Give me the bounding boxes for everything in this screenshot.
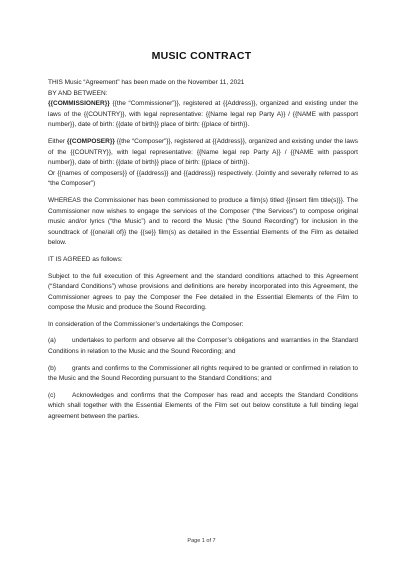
composer-prefix: Either <box>48 137 67 145</box>
item-label: (c) <box>48 391 56 399</box>
page-title: MUSIC CONTRACT <box>151 50 252 62</box>
item-label: (a) <box>48 337 56 345</box>
document-body <box>48 78 358 429</box>
composer-details: {{the “Composer”}}, registered at {{Address}}, organized and existing under the laws of the {{COUNTRY}}, with legal representative: {{Name legal rep Party A}} / {{NAME with passport number}}, date of birth: {{date of birth}} place of birth: {{place of birth}}. <box>48 137 358 167</box>
item-text: Acknowledges and confirms that the Composer has read and accepts the Standard Conditions which shall together with the Essential Elements of the Film set out below constitute a full binding legal agreement between the parties. <box>48 391 358 421</box>
list-item <box>48 336 358 357</box>
commissioner-details: {{the “Commissioner”}}, registered at {{Address}}, organized and existing under the laws of the {{COUNTRY}}, with legal representative: {{Name legal rep Party A}} / {{NAME with passport number}}, date of birth: {{date of birth}} place of birth: {{place of birth}}. <box>48 100 358 129</box>
page-number: Page 1 of 7 <box>187 538 216 544</box>
item-label: (b) <box>48 364 56 372</box>
list-item <box>48 364 358 385</box>
or-composers: Or {{names of composers}} of {{address}} and {{address}} respectively. (Jointly and severally referred to as “the Composer”) <box>48 169 358 188</box>
party-commissioner <box>48 99 358 131</box>
list-item <box>48 391 358 423</box>
agreed-heading: IT IS AGREED as follows: <box>48 255 123 263</box>
intro-line: THIS Music “Agreement” has been made on the November 11, 2021 <box>48 79 245 86</box>
consideration-line: In consideration of the Commissioner’s undertakings the Composer: <box>48 320 244 328</box>
party-composer <box>48 137 358 169</box>
by-and-between: BY AND BETWEEN: <box>48 89 108 97</box>
whereas-clause: WHEREAS the Commissioner has been commissioned to produce a film(s) titled {{insert film title(s)}}. The Commissioner now wishes to engage the services of the Composer (“the Services”) to compose original music and/or lyrics (“the Music”) and to record the Music (“the Sound Recording”) for inclusion in the soundtrack of {{one/all of}} the {{se}} film(s) as detailed in the Essential Elements of the Film as detailed below. <box>48 196 358 247</box>
item-text: undertakes to perform and observe all the Composer’s obligations and warranties in the Standard Conditions in relation to the Music and the Sound Recording; and <box>48 337 358 356</box>
composer-name: {{COMPOSER}} <box>66 137 115 145</box>
commissioner-name: {{COMMISSIONER}} <box>48 100 110 108</box>
item-text: grants and confirms to the Commissioner all rights required to be granted or confirmed in relation to the Music and the Sound Recording pursuant to the Standard Conditions; and <box>48 364 358 383</box>
subject-clause: Subject to the full execution of this Agreement and the standard conditions attached to this Agreement (“Standard Conditions”) whose provisions and definitions are hereby incorporated into this Agreement, the Commissioner agrees to pay the Composer the Fee detailed in the Essential Elements of the Film to compose the Music and produce the Sound Recording. <box>48 272 358 312</box>
